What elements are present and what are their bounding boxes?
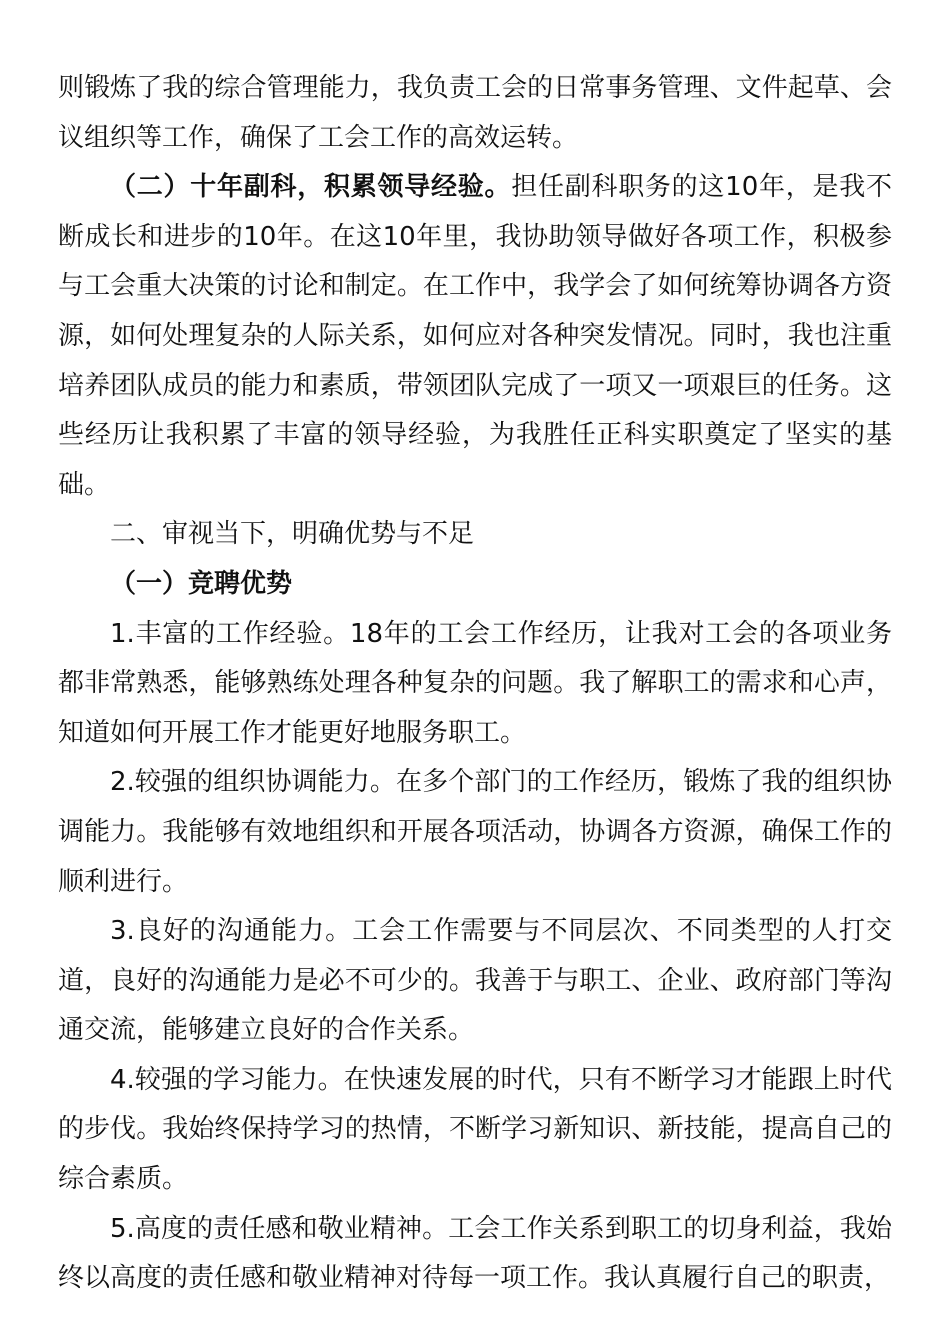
subsection-paragraph [58, 163, 892, 510]
document-page [58, 64, 892, 1304]
body-paragraph: 则锻炼了我的综合管理能力，我负责工会的日常事务管理、文件起草、会议组织等工作，确保了工会工作的高效运转。 [58, 73, 892, 153]
list-paragraph: 2.较强的组织协调能力。在多个部门的工作经历，锻炼了我的组织协调能力。我能够有效地组织和开展各项活动，协调各方资源，确保工作的顺利进行。 [58, 767, 892, 897]
list-paragraph: 4.较强的学习能力。在快速发展的时代，只有不断学习才能跟上时代的步伐。我始终保持学习的热情，不断学习新知识、新技能，提高自己的综合素质。 [58, 1064, 892, 1195]
list-paragraph: 3.良好的沟通能力。工会工作需要与不同层次、不同类型的人打交道，良好的沟通能力是必不可少的。我善于与职工、企业、政府部门等沟通交流，能够建立良好的合作关系。 [58, 916, 892, 1046]
subsection-heading: （一）竞聘优势 [110, 568, 293, 599]
list-paragraph: 1.丰富的工作经验。18年的工会工作经历，让我对工会的各项业务都非常熟悉，能够熟练处理各种复杂的问题。我了解职工的需求和心声，知道如何开展工作才能更好地服务职工。 [58, 618, 892, 748]
list-paragraph: 5.高度的责任感和敬业精神。工会工作关系到职工的切身利益，我始终以高度的责任感和敬业精神对待每一项工作。我认真履行自己的职责， [58, 1213, 892, 1294]
subsection-body-text: 担任副科职务的这10年，是我不断成长和进步的10年。在这10年里，我协助领导做好各项工作，积极参与工会重大决策的讨论和制定。在工作中，我学会了如何统筹协调各方资源，如何处理复杂的人际关系，如何应对各种突发情况。同时，我也注重培养团队成员的能力和素质，带领团队完成了一项又一项艰巨的任务。这些经历让我积累了丰富的领导经验，为我胜任正科实职奠定了坚实的基础。 [58, 172, 892, 500]
subsection-heading-inline: （二）十年副科，积累领导经验。 [110, 172, 512, 203]
section-heading: 二、审视当下，明确优势与不足 [110, 519, 475, 550]
